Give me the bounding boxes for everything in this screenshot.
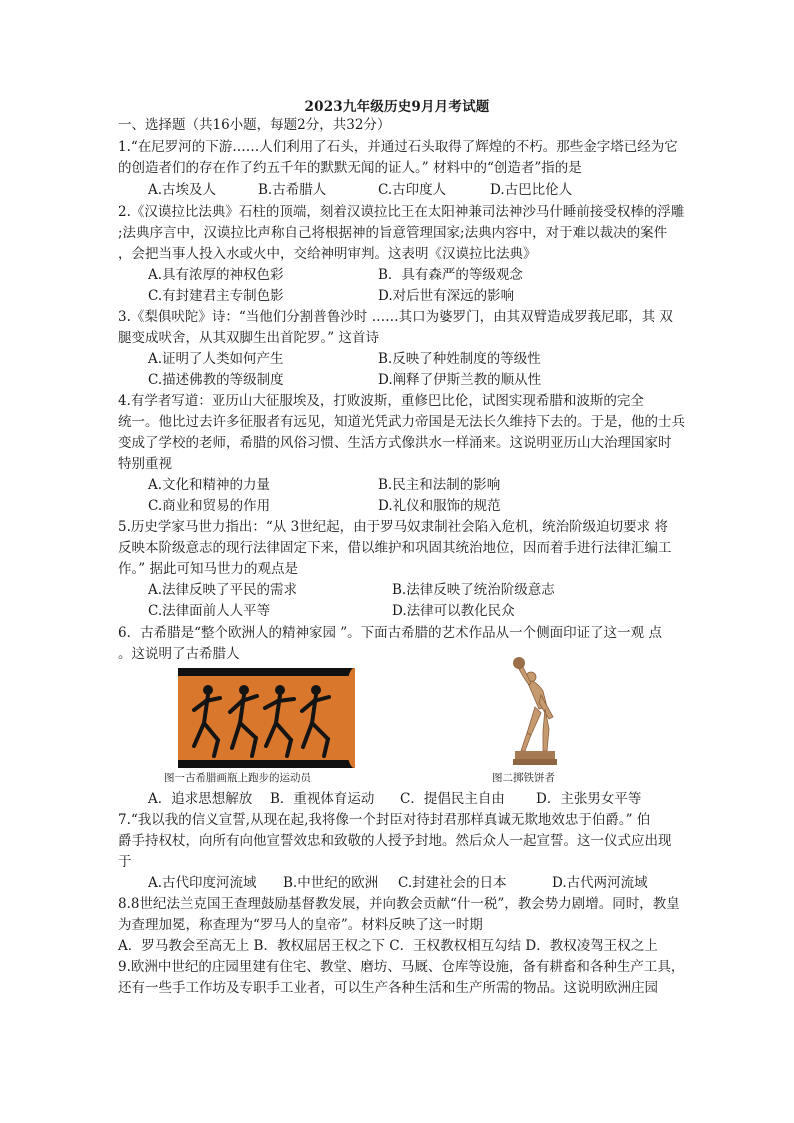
- q5-option-b: B.法律反映了统治阶级意志: [392, 582, 555, 598]
- q1-option-b: B.古希腊人: [258, 182, 327, 198]
- question-1-line-1: 1.“在尼罗河的下游……人们利用了石头，并通过石头取得了辉煌的不朽。那些金字塔已经为它: [118, 139, 678, 155]
- q6-option-c: C．提倡民主自由: [400, 791, 505, 807]
- question-5-line-2: 反映本阶级意志的现行法律固定下来，借以维护和巩固其统治地位，因而着手进行法律汇编工: [118, 540, 672, 556]
- discobolus-statue-image: [505, 655, 565, 767]
- question-9-line-1: 9.欧洲中世纪的庄园里建有住宅、教堂、磨坊、马厩、仓库等设施，备有耕畜和各种生产工具，: [118, 959, 685, 975]
- q2-option-a: A.具有浓厚的神权色彩: [148, 267, 284, 283]
- q4-option-b: B.民主和法制的影响: [378, 477, 501, 493]
- question-4-line-1: 4.有学者写道：亚历山大征服埃及，打败波斯，重修巴比伦，试图实现希腊和波斯的完全: [118, 393, 644, 409]
- question-8-line-1: 8.8世纪法兰克国王查理鼓励基督教发展，并向教会贡献“什一税”，教会势力剧增。同时，教皇: [118, 896, 680, 912]
- q4-option-a: A.文化和精神的力量: [148, 477, 271, 493]
- q2-option-c: C.有封建君主专制色影: [148, 288, 284, 304]
- q3-option-a: A.证明了人类如何产生: [148, 351, 284, 367]
- question-2-line-3: ，会把当事人投入水或火中，交给神明审判。这表明《汉谟拉比法典》: [118, 246, 537, 262]
- question-7-line-3: 于: [118, 854, 132, 870]
- q7-option-a: A.古代印度河流域: [148, 875, 257, 891]
- question-9-line-2: 还有一些手工作坊及专职手工业者，可以生产各种生活和生产所需的物品。这说明欧洲庄园: [118, 980, 658, 996]
- question-7-line-2: 爵手持权杖，向所有向他宣誓效忠和致敬的人授予封地。然后众人一起宣誓。这一仪式应出现: [118, 833, 672, 849]
- q7-option-b: B.中世纪的欧洲: [283, 875, 379, 891]
- question-1-line-2: 的创造者们的存在作了约五千年的默默无闻的证人。” 材料中的“创造者”指的是: [118, 160, 582, 176]
- exam-title: 2023九年级历史9月月考试题: [304, 99, 490, 115]
- question-3-line-2: 腿变成吠舍，从其双脚生出首陀罗。” 这首诗: [118, 330, 379, 346]
- question-6-line-1: 6．古希腊是“整个欧洲人的精神家园 ”。下面古希腊的艺术作品从一个侧面印证了这一观 点: [118, 625, 662, 641]
- question-5-line-1: 5.历史学家马世力指出：“从 3世纪起，由于罗马奴隶制社会陷入危机，统治阶级迫切要求 将: [118, 519, 668, 535]
- question-2-line-2: ;法典序言中，汉谟拉比声称自己将根据神的旨意管理国家;法典内容中，对于难以裁决的案件: [118, 225, 668, 241]
- q5-option-d: D.法律可以教化民众: [392, 603, 515, 619]
- question-4-line-4: 特别重视: [118, 456, 172, 472]
- q7-option-c: C.封建社会的日本: [398, 875, 507, 891]
- question-2-line-1: 2.《汉谟拉比法典》石柱的顶端，刻着汉谟拉比王在太阳神兼司法神沙马什睡前接受权棒的浮雕: [118, 204, 685, 220]
- question-6-line-2: 。这说明了古希腊人: [118, 646, 240, 662]
- figure-2-caption: 图二掷铁饼者: [492, 772, 555, 784]
- q8-options: A．罗马教会至高无上 B．教权屈居王权之下 C．王权教权相互勾结 D．教权凌驾王权之上: [118, 938, 658, 954]
- q5-option-a: A.法律反映了平民的需求: [148, 582, 298, 598]
- q7-option-d: D.古代两河流域: [552, 875, 648, 891]
- q1-option-d: D.古巴比伦人: [490, 182, 573, 198]
- greek-vase-runners-image: [178, 668, 355, 768]
- q4-option-d: D.礼仪和服饰的规范: [378, 498, 501, 514]
- question-4-line-3: 变成了学校的老师，希腊的风俗习惯、生活方式像洪水一样涌来。这说明亚历山大治理国家时: [118, 435, 672, 451]
- q4-option-c: C.商业和贸易的作用: [148, 498, 271, 514]
- question-5-line-3: 作。” 据此可知马世力的观点是: [118, 561, 298, 577]
- q6-option-a: A．追求思想解放: [148, 791, 253, 807]
- section-heading: 一、选择题（共16小题，每题2分，共32分）: [118, 117, 391, 133]
- q3-option-d: D.阐释了伊斯兰教的顺从性: [378, 372, 542, 388]
- q3-option-c: C.描述佛教的等级制度: [148, 372, 284, 388]
- figure-1-caption: 图一古希腊画瓶上跑步的运动员: [164, 772, 311, 784]
- q1-option-a: A.古埃及人: [148, 182, 217, 198]
- q6-option-b: B．重视体育运动: [270, 791, 375, 807]
- q1-option-c: C.古印度人: [378, 182, 447, 198]
- question-4-line-2: 统一。他比过去许多征服者有远见，知道光凭武力帝国是无法长久维持下去的。于是，他的士兵: [118, 414, 685, 430]
- q2-option-d: D.对后世有深远的影响: [378, 288, 515, 304]
- question-8-line-2: 为查理加冕，称查理为“罗马人的皇帝”。材料反映了这一时期: [118, 917, 483, 933]
- question-3-line-1: 3.《梨俱吠陀》诗：“当他们分割普鲁沙时 ……其口为婆罗门，由其双臂造成罗莪尼耶，其 双: [118, 309, 673, 325]
- q2-option-b: B．具有森严的等级观念: [378, 267, 523, 283]
- q3-option-b: B.反映了种姓制度的等级性: [378, 351, 541, 367]
- question-7-line-1: 7.“我以我的信义宣誓,从现在起,我将像一个封臣对待封君那样真诚无欺地效忠于伯爵。” 伯: [118, 812, 651, 828]
- q6-option-d: D．主张男女平等: [536, 791, 642, 807]
- q5-option-c: C.法律面前人人平等: [148, 603, 271, 619]
